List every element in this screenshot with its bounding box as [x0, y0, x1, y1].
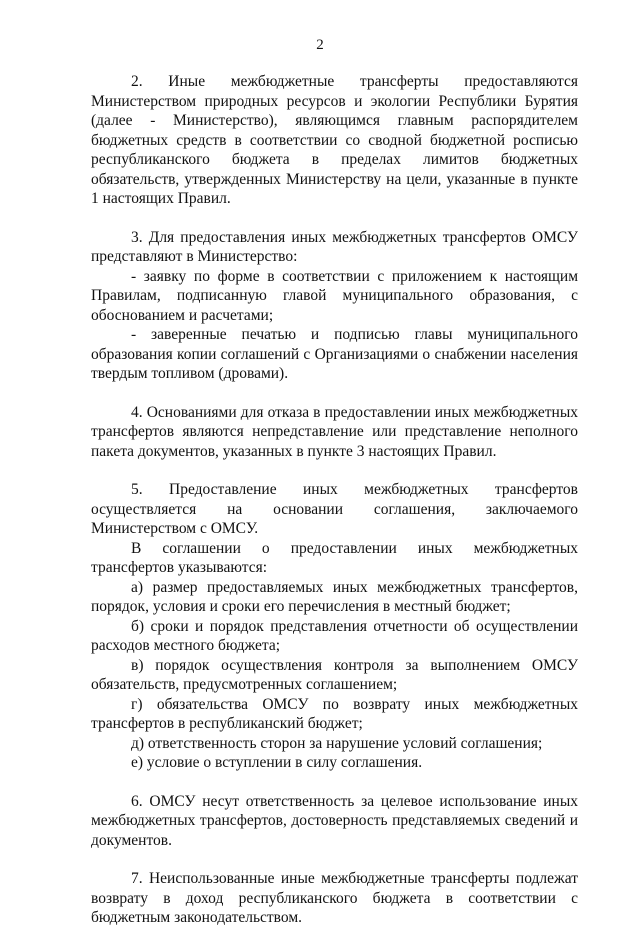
section-7	[91, 869, 578, 928]
section-spacer	[91, 461, 578, 480]
list-item: г) обязательства ОМСУ по возврату иных межбюджетных трансфертов в республиканский бюджет;	[91, 695, 578, 732]
document-body	[91, 72, 578, 928]
section-spacer	[91, 209, 578, 228]
list-item: е) условие о вступлении в силу соглашения.	[131, 754, 423, 771]
list-item: б) сроки и порядок представления отчетности об осуществлении расходов местного бюджета;	[91, 617, 578, 654]
list-item: в) порядок осуществления контроля за выполнением ОМСУ обязательств, предусмотренных соглашением;	[91, 656, 578, 693]
section-5	[91, 480, 578, 773]
paragraph: 6. ОМСУ несут ответственность за целевое использование иных межбюджетных трансфертов, достоверность представляемых сведений и документов.	[91, 792, 578, 849]
paragraph: 7. Неиспользованные иные межбюджетные трансферты подлежат возврату в доход республиканского бюджета в соответствии с бюджетным законодательством.	[91, 870, 578, 926]
paragraph: В соглашении о предоставлении иных межбюджетных трансфертов указываются:	[91, 539, 578, 576]
section-4	[91, 403, 578, 462]
section-3	[91, 228, 578, 384]
list-item: а) размер предоставляемых иных межбюджетных трансфертов, порядок, условия и сроки его перечисления в местный бюджет;	[91, 578, 578, 615]
section-spacer	[91, 384, 578, 403]
list-item: - заверенные печатью и подписью главы муниципального образования копии соглашений с Организациями о снабжении населения твердым топливом (дровами).	[91, 326, 578, 382]
paragraph: 5. Предоставление иных межбюджетных трансфертов осуществляется на основании соглашения, заключаемого Министерством с ОМСУ.	[91, 481, 578, 537]
section-spacer	[91, 850, 578, 869]
page-number: 2	[316, 37, 324, 53]
list-item: д) ответственность сторон за нарушение условий соглашения;	[131, 734, 543, 752]
paragraph: 3. Для предоставления иных межбюджетных трансфертов ОМСУ представляют в Министерство:	[91, 228, 578, 265]
paragraph: 2. Иные межбюджетные трансферты предоставляются Министерством природных ресурсов и экологии Республики Бурятия (далее - Министерство), являющимся главным распорядителем бюджетных средств в соответствии со сводной бюджетной росписью республиканского бюджета в пределах лимитов бюджетных обязательств, утвержденных Министерству на цели, указанные в пункте 1 настоящих Правил.	[91, 73, 578, 207]
section-6	[91, 792, 578, 851]
paragraph: 4. Основаниями для отказа в предоставлении иных межбюджетных трансфертов являются непредставление или представление неполного пакета документов, указанных в пункте 3 настоящих Правил.	[91, 403, 578, 460]
list-item: - заявку по форме в соответствии с приложением к настоящим Правилам, подписанную главой муниципального образования, с обоснованием и расчетами;	[91, 267, 578, 324]
section-spacer	[91, 773, 578, 792]
section-2	[91, 72, 578, 209]
